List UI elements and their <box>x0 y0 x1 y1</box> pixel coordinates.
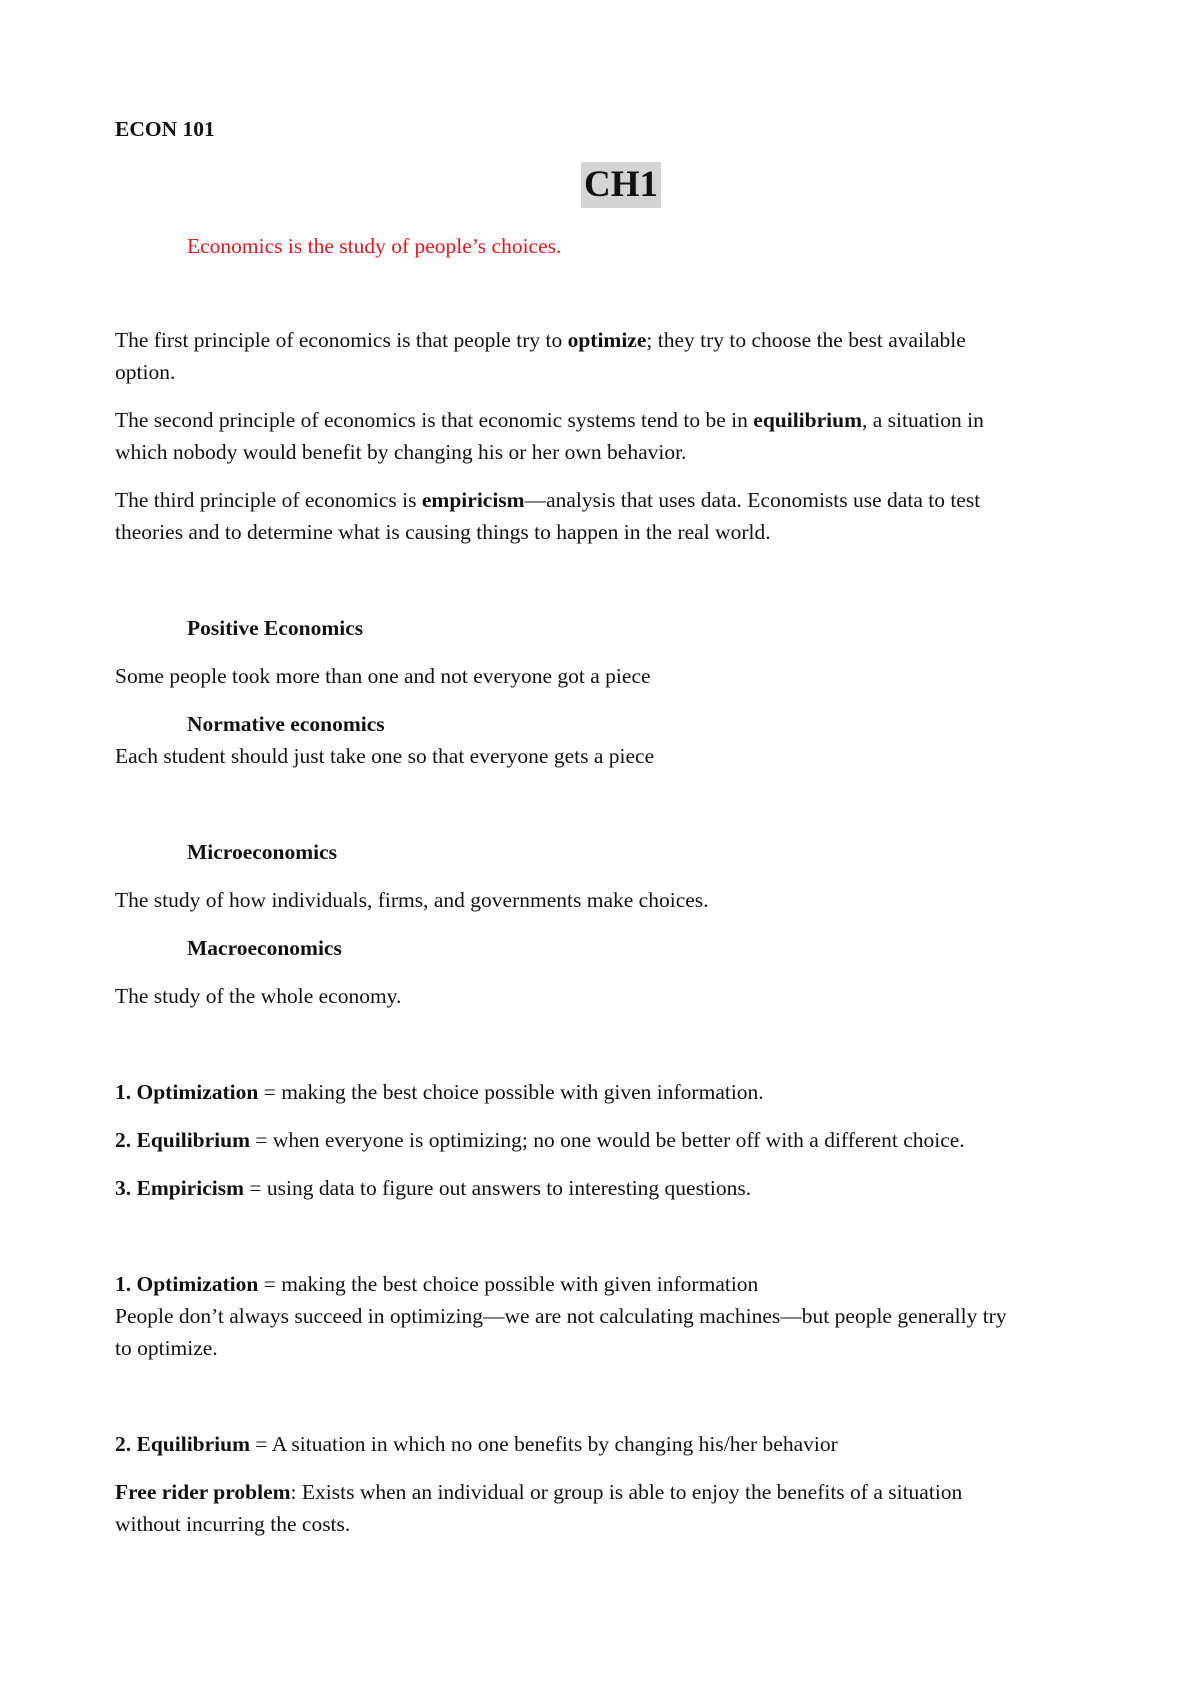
macroeconomics-text: The study of the whole economy. <box>115 984 402 1008</box>
principle-3-after: —analysis that uses data. Economists use data to test <box>524 488 981 512</box>
principle-1-line-2: option. <box>115 360 176 384</box>
principle-1-term: optimize <box>567 328 647 352</box>
free-rider-line-1 <box>115 1476 962 1508</box>
list-item-3-term: Empiricism <box>136 1176 244 1200</box>
chapter-title: CH1 <box>581 162 661 208</box>
equilibrium-detail-text: = A situation in which no one benefits by changing his/her behavior <box>250 1432 838 1456</box>
principle-1-after: ; they try to choose the best available <box>646 328 966 352</box>
microeconomics-heading <box>187 836 337 868</box>
principle-1-before: The first principle of economics is that people try to <box>115 328 568 352</box>
course-code: ECON 101 <box>115 117 215 141</box>
list-item-1 <box>115 1076 764 1108</box>
list-item-2-term: Equilibrium <box>136 1128 251 1152</box>
list-item-2-text: = when everyone is optimizing; no one would be better off with a different choice. <box>250 1128 965 1152</box>
optimization-detail-term: Optimization <box>136 1272 259 1296</box>
principle-1-line-1 <box>115 324 966 356</box>
principle-2-term: equilibrium <box>753 408 862 432</box>
principle-3-line-2: theories and to determine what is causing things to happen in the real world. <box>115 520 771 544</box>
principle-2-line-2: which nobody would benefit by changing his or her own behavior. <box>115 440 687 464</box>
list-item-3-text: = using data to figure out answers to interesting questions. <box>244 1176 752 1200</box>
principle-2-after: , a situation in <box>862 408 984 432</box>
optimization-detail-line-2: People don’t always succeed in optimizing—we are not calculating machines—but people generally try <box>115 1304 1007 1328</box>
optimization-detail-text: = making the best choice possible with given information <box>258 1272 759 1296</box>
list-item-1-term: Optimization <box>136 1080 259 1104</box>
equilibrium-detail-term: Equilibrium <box>136 1432 251 1456</box>
free-rider-definition: : Exists when an individual or group is able to enjoy the benefits of a situation <box>290 1480 963 1504</box>
free-rider-line-2: without incurring the costs. <box>115 1512 351 1536</box>
list-item-1-num: 1. <box>115 1080 132 1104</box>
list-item-3 <box>115 1172 751 1204</box>
equilibrium-detail-num: 2. <box>115 1432 132 1456</box>
list-item-1-text: = making the best choice possible with given information. <box>258 1080 764 1104</box>
list-item-2 <box>115 1124 965 1156</box>
list-item-3-num: 3. <box>115 1176 132 1200</box>
equilibrium-detail-line <box>115 1428 838 1460</box>
normative-economics-text: Each student should just take one so that everyone gets a piece <box>115 744 655 768</box>
optimization-detail-line-1 <box>115 1268 758 1300</box>
optimization-detail-num: 1. <box>115 1272 132 1296</box>
normative-economics-heading-text: Normative economics <box>187 712 385 736</box>
microeconomics-text: The study of how individuals, firms, and governments make choices. <box>115 888 709 912</box>
principle-2-line-1 <box>115 404 984 436</box>
macroeconomics-heading <box>187 932 342 964</box>
principle-3-term: empiricism <box>421 488 525 512</box>
list-item-2-num: 2. <box>115 1128 132 1152</box>
normative-economics-heading <box>187 708 385 740</box>
principle-2-before: The second principle of economics is that economic systems tend to be in <box>115 408 754 432</box>
microeconomics-heading-text: Microeconomics <box>187 840 338 864</box>
principle-3-before: The third principle of economics is <box>115 488 422 512</box>
free-rider-term: Free rider problem <box>115 1480 291 1504</box>
positive-economics-heading <box>187 612 363 644</box>
optimization-detail-line-3: to optimize. <box>115 1336 218 1360</box>
principle-3-line-1 <box>115 484 980 516</box>
definition-text: Economics is the study of people’s choices. <box>187 234 562 258</box>
macroeconomics-heading-text: Macroeconomics <box>187 936 342 960</box>
positive-economics-heading-text: Positive Economics <box>187 616 364 640</box>
positive-economics-text: Some people took more than one and not everyone got a piece <box>115 664 651 688</box>
